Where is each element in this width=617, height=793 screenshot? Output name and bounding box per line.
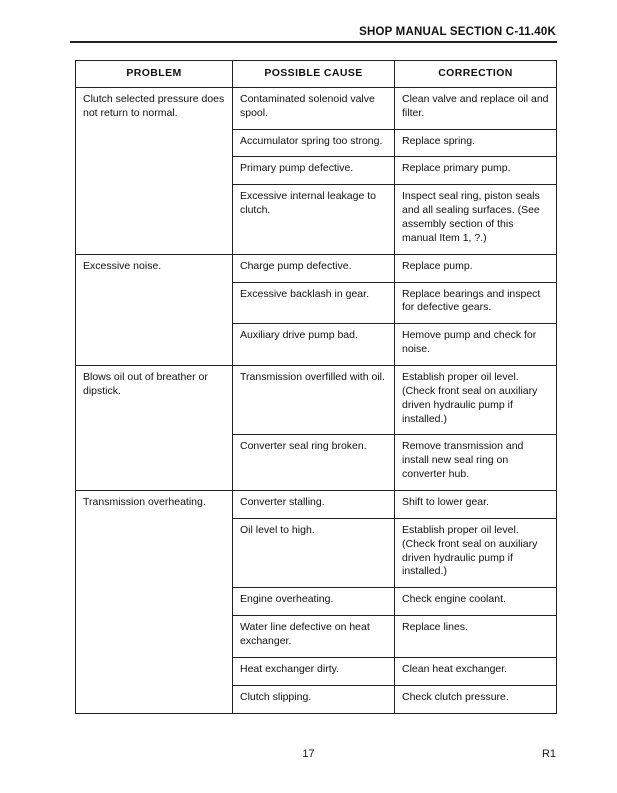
- page-number: 17: [302, 748, 315, 760]
- correction-cell: Clean valve and replace oil and filter.: [395, 87, 557, 129]
- correction-cell: Shift to lower gear.: [395, 491, 557, 519]
- header-title: SHOP MANUAL SECTION C-11.40K: [359, 26, 556, 38]
- troubleshooting-table-body: [76, 87, 557, 713]
- table-row: [76, 254, 557, 282]
- cause-cell: Converter seal ring broken.: [233, 435, 395, 491]
- correction-cell: Replace pump.: [395, 254, 557, 282]
- correction-cell: Check engine coolant.: [395, 588, 557, 616]
- correction-cell: Replace lines.: [395, 616, 557, 658]
- cause-cell: Converter stalling.: [233, 491, 395, 519]
- cause-cell: Engine overheating.: [233, 588, 395, 616]
- correction-cell: Check clutch pressure.: [395, 685, 557, 713]
- cause-cell: Excessive backlash in gear.: [233, 282, 395, 324]
- column-header-problem: PROBLEM: [76, 61, 233, 88]
- correction-cell: Establish proper oil level. (Check front seal on auxiliary driven hydraulic pump if installed.): [395, 366, 557, 435]
- revision-label: R1: [541, 748, 556, 760]
- problem-cell: Excessive noise.: [76, 254, 233, 365]
- cause-cell: Primary pump defective.: [233, 157, 395, 185]
- table-row: [76, 491, 557, 519]
- correction-cell: Hemove pump and check for noise.: [395, 324, 557, 366]
- cause-cell: Water line defective on heat exchanger.: [233, 616, 395, 658]
- cause-cell: Heat exchanger dirty.: [233, 657, 395, 685]
- cause-cell: Accumulator spring too strong.: [233, 129, 395, 157]
- correction-cell: Clean heat exchanger.: [395, 657, 557, 685]
- correction-cell: Replace primary pump.: [395, 157, 557, 185]
- correction-cell: Inspect seal ring, piston seals and all sealing surfaces. (See assembly section of this manual Item 1, ?.): [395, 185, 557, 254]
- page-footer: [0, 748, 617, 764]
- cause-cell: Oil level to high.: [233, 518, 395, 587]
- column-header-possible-cause: POSSIBLE CAUSE: [233, 61, 395, 88]
- header-rule: [70, 41, 557, 43]
- cause-cell: Contaminated solenoid valve spool.: [233, 87, 395, 129]
- table-header-row: [76, 61, 557, 88]
- cause-cell: Charge pump defective.: [233, 254, 395, 282]
- problem-cell: Transmission overheating.: [76, 491, 233, 714]
- cause-cell: Auxiliary drive pump bad.: [233, 324, 395, 366]
- page-header: [72, 22, 556, 40]
- problem-cell: Clutch selected pressure does not return to normal.: [76, 87, 233, 254]
- cause-cell: Excessive internal leakage to clutch.: [233, 185, 395, 254]
- correction-cell: Remove transmission and install new seal ring on converter hub.: [395, 435, 557, 491]
- correction-cell: Establish proper oil level. (Check front seal on auxiliary driven hydraulic pump if installed.): [395, 518, 557, 587]
- cause-cell: Transmission overfilled with oil.: [233, 366, 395, 435]
- cause-cell: Clutch slipping.: [233, 685, 395, 713]
- table-row: [76, 87, 557, 129]
- troubleshooting-table: [75, 60, 557, 714]
- table-row: [76, 366, 557, 435]
- correction-cell: Replace bearings and inspect for defective gears.: [395, 282, 557, 324]
- column-header-correction: CORRECTION: [395, 61, 557, 88]
- problem-cell: Blows oil out of breather or dipstick.: [76, 366, 233, 491]
- correction-cell: Replace spring.: [395, 129, 557, 157]
